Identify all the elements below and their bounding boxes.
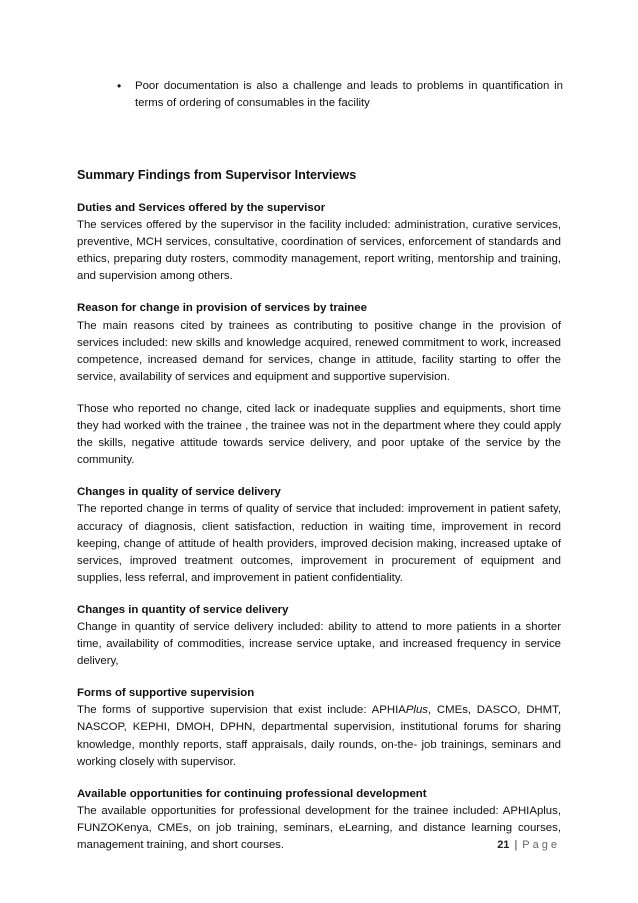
forms-heading: Forms of supportive supervision — [77, 687, 255, 700]
forms-text-pre: The forms of supportive supervision that exist include: APHIA — [77, 704, 406, 717]
opportunities-heading: Available opportunities for continuing professional development — [77, 787, 427, 800]
page-number: 21 — [497, 839, 510, 851]
bullet-text: Poor documentation is also a challenge and leads to problems in quantification in terms of ordering of consumables in the facility — [135, 80, 563, 109]
no-change-paragraph: Those who reported no change, cited lack or inadequate supplies and equipments, short time they had worked with the trainee , the trainee was not in the department where they could apply the skills, negative attitude towards service delivery, and poor uptake of the service by the community. — [77, 402, 561, 467]
section-title: Summary Findings from Supervisor Interviews — [77, 168, 357, 182]
quality-heading: Changes in quality of service delivery — [77, 486, 281, 499]
quantity-paragraph: Change in quantity of service delivery included: ability to attend to more patients in a shorter time, availability of commodities, increase service uptake, and increased frequency in service delivery, — [77, 620, 561, 668]
duties-paragraph: The services offered by the supervisor in the facility included: administration, curative services, preventive, MCH services, consultative, coordination of services, enforcement of standards and ethics, preparing duty rosters, commodity management, report writing, mentorship and training, and supervision among others. — [77, 219, 561, 283]
main-content — [77, 166, 561, 869]
forms-text-post: , CMEs, DASCO, DHMT, NASCOP, KEPHI, DMOH, DPHN, departmental supervision, institutional forums for sharing knowledge, monthly reports, staff appraisals, daily rounds, on-the- job trainings, seminars and working closely with supervisor. — [77, 704, 561, 768]
reason-paragraph: The main reasons cited by trainees as contributing to positive change in the provision of services included: new skills and knowledge acquired, renewed commitment to work, increased competence, increased demand for services, change in attitude, facility starting to offer the service, availability of services and equipment and supportive supervision. — [77, 319, 561, 383]
opportunities-paragraph: The available opportunities for professional development for the trainee included: APHIAplus, FUNZOKenya, CMEs, on job training, seminars, eLearning, and distance learning courses, management training, and short courses. — [77, 804, 561, 851]
duties-heading: Duties and Services offered by the supervisor — [77, 202, 326, 214]
forms-paragraph — [77, 702, 561, 770]
footer-separator: | — [514, 839, 518, 851]
quantity-heading: Changes in quantity of service delivery — [77, 603, 289, 616]
page-label: Page — [522, 839, 560, 851]
bullet-item — [117, 78, 563, 112]
forms-text-italic: Plus — [405, 704, 428, 717]
page-footer — [497, 838, 560, 852]
bullet-dot-icon: • — [117, 79, 122, 93]
quality-paragraph: The reported change in terms of quality of service that included: improvement in patient safety, accuracy of diagnosis, client satisfaction, reduction in waiting time, improvement in record keeping, change of attitude of health providers, improved decision making, increased uptake of services, improved treatment outcomes, improvement in procurement of equipment and supplies, less referral, and improvement in patient confidentiality. — [77, 503, 561, 584]
reason-heading: Reason for change in provision of services by trainee — [77, 302, 367, 315]
